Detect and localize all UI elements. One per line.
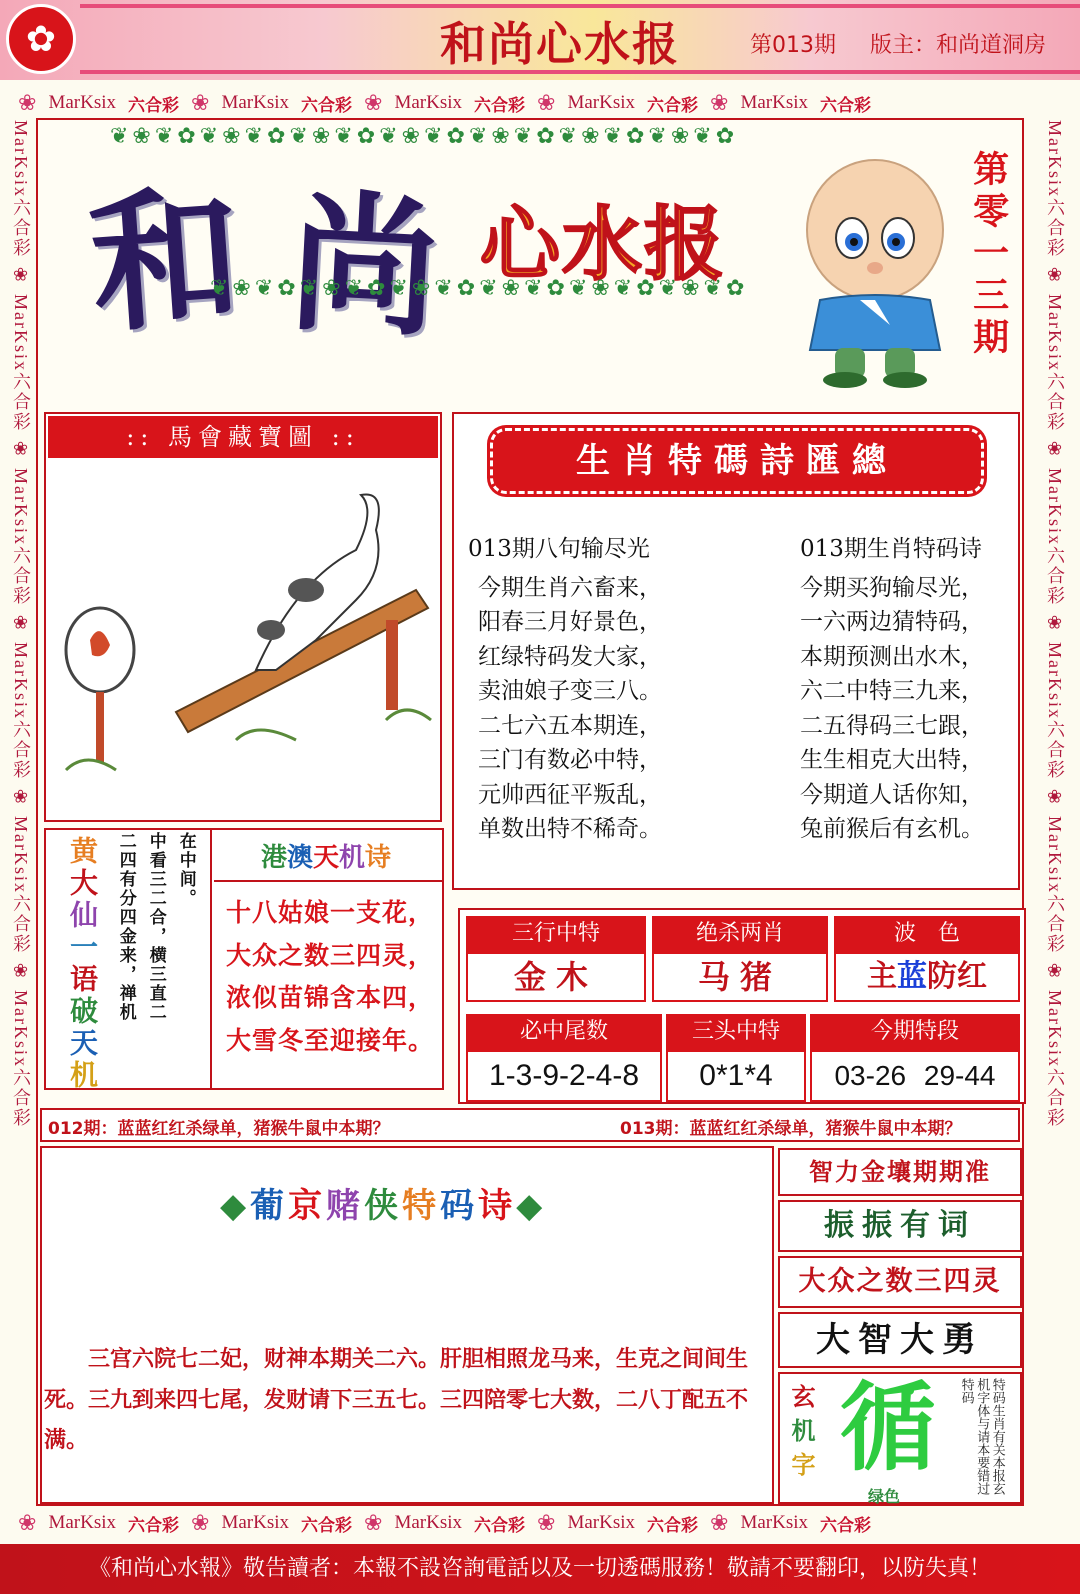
marksix-side-text: MarKsix六合彩 bbox=[1045, 468, 1065, 606]
right-box-dazhi: 大智大勇 bbox=[778, 1312, 1022, 1368]
marksix-text: MarKsix bbox=[394, 92, 462, 113]
grid-header-tail-numbers: 必中尾数 bbox=[466, 1014, 662, 1050]
marksix-text: MarKsix bbox=[221, 1512, 289, 1533]
flower-icon: ❀ bbox=[191, 90, 210, 115]
marksix-brand: 六合彩 bbox=[128, 95, 179, 116]
poem-line: 六二中特三九来， bbox=[800, 678, 984, 704]
marksix-text: MarKsix bbox=[48, 1512, 116, 1533]
hdx-char: 语 bbox=[66, 964, 99, 996]
poem-line: 生生相克大出特， bbox=[800, 747, 984, 773]
hdx-char: 机 bbox=[66, 1060, 99, 1092]
marksix-brand: 六合彩 bbox=[301, 1515, 352, 1536]
gaojian-title bbox=[216, 836, 436, 880]
gambler-title-char: 诗 bbox=[478, 1186, 517, 1226]
marksix-side-text: MarKsix六合彩 bbox=[11, 642, 31, 780]
marksix-text: MarKsix bbox=[394, 1512, 462, 1533]
flower-icon: ❀ bbox=[18, 1510, 37, 1535]
gaojian-line: 大众之数三四灵， bbox=[226, 940, 435, 970]
xuanji-character: 循 bbox=[840, 1372, 936, 1484]
poem-line: 阳春三月好景色， bbox=[478, 609, 662, 635]
issue-number: 第013期 bbox=[750, 33, 836, 58]
poem-line: 单数出特不稀奇。 bbox=[478, 816, 662, 842]
gaojian-title-char: 澳 bbox=[286, 843, 313, 873]
gaojian-line: 浓似苗锦含本四， bbox=[226, 983, 435, 1012]
flower-icon: ❀ bbox=[710, 1510, 729, 1535]
poem-line: 卖油娘子变三八。 bbox=[478, 678, 662, 704]
wave-red: 红 bbox=[957, 959, 987, 994]
xuanji-label-char: 机 bbox=[787, 1418, 815, 1452]
flower-icon: ❀ bbox=[537, 90, 556, 115]
marksix-right-column: MarKsix六合彩 ❀ MarKsix六合彩 ❀ MarKsix六合彩 ❀ MarKsix六合彩 ❀ MarKsix六合彩 ❀ MarKsix六合彩 bbox=[1045, 120, 1065, 1128]
gambler-title bbox=[220, 1178, 546, 1227]
flower-icon: ❀ bbox=[537, 1510, 556, 1535]
flower-icon: ❀ bbox=[191, 1510, 210, 1535]
divider bbox=[210, 830, 212, 1088]
gaojian-title-char: 诗 bbox=[365, 843, 392, 873]
xuanji-label-char: 字 bbox=[787, 1452, 815, 1486]
vine-decoration-bottom: ❦❀❦✿❦❀❦✿❦❀❦✿❦❀❦✿❦❀❦✿❦❀❦✿ bbox=[210, 276, 749, 301]
marksix-brand: 六合彩 bbox=[474, 95, 525, 116]
masthead-char-shang: 尚 bbox=[284, 174, 444, 358]
footer-notice: 《和尚心水報》敬告讀者：本報不設咨詢電話以及一切透碼服務！敬請不要翻印，以防失真！ bbox=[0, 1544, 1080, 1594]
marksix-text: MarKsix bbox=[740, 1512, 808, 1533]
right-box-zhenzhen: 振振有词 bbox=[778, 1200, 1022, 1252]
hdx-char: 一 bbox=[66, 932, 99, 964]
grid-header-three-elements: 三行中特 bbox=[466, 916, 646, 952]
marksix-brand: 六合彩 bbox=[820, 1515, 871, 1536]
gambler-title-char: 赌 bbox=[326, 1186, 365, 1226]
gaojian-poem bbox=[226, 892, 438, 1062]
riddle-previous: 012期：蓝蓝红红杀绿单，猪猴牛鼠中本期？ bbox=[48, 1119, 390, 1139]
poems-banner: 生肖特碼詩匯總 bbox=[490, 428, 984, 494]
marksix-side-text: MarKsix六合彩 bbox=[11, 294, 31, 432]
gaojian-title-char: 天 bbox=[312, 843, 339, 873]
flower-icon: ❀ bbox=[710, 90, 729, 115]
poem-line: 二七六五本期连， bbox=[478, 712, 662, 739]
grid-cell-wave-color bbox=[834, 952, 1020, 1002]
xuanji-label-char: 玄 bbox=[787, 1384, 815, 1418]
divider bbox=[214, 880, 442, 882]
marksix-side-text: MarKsix六合彩 bbox=[11, 120, 31, 258]
poem-line: 二五得码三七跟， bbox=[800, 712, 984, 739]
wave-blue: 蓝 bbox=[897, 959, 927, 994]
marksix-brand: 六合彩 bbox=[647, 1515, 698, 1536]
vine-decoration-top: ❦❀❦✿❦❀❦✿❦❀❦✿❦❀❦✿❦❀❦✿❦❀❦✿❦❀❦✿ bbox=[110, 124, 739, 149]
diamond-icon: ◆ bbox=[220, 1186, 251, 1226]
gaojian-line: 大雪冬至迎接年。 bbox=[226, 1025, 435, 1055]
grid-header-wave-color: 波 色 bbox=[834, 916, 1020, 952]
poem-right bbox=[800, 532, 1020, 847]
xuanji-color: 绿色 bbox=[868, 1487, 901, 1506]
poem-line: 本期预测出水木， bbox=[800, 643, 984, 670]
issue-vertical: 第零一三期 bbox=[967, 150, 1009, 360]
hdx-char: 仙 bbox=[66, 900, 99, 932]
poem-line: 一六两边猜特码， bbox=[800, 609, 984, 635]
huang-daxian-title bbox=[56, 836, 102, 1092]
gambler-title-char: 葡 bbox=[250, 1186, 289, 1226]
marksix-brand: 六合彩 bbox=[128, 1515, 179, 1536]
bauhinia-logo-icon: ✿ bbox=[6, 4, 76, 74]
poem-line: 红绿特码发大家， bbox=[478, 643, 662, 670]
marksix-side-text: MarKsix六合彩 bbox=[11, 816, 31, 954]
gambler-poem-text: 三宫六院七二妃，财神本期关二六。肝胆相照龙马来，生克之间间生死。三九到来四七尾，发财请下三五七。三四陪零七大数，二八丁配五不满。 bbox=[44, 1347, 749, 1454]
diamond-icon: ◆ bbox=[516, 1186, 547, 1226]
marksix-brand: 六合彩 bbox=[647, 95, 698, 116]
grid-cell-tail-numbers: 1-3-9-2-4-8 bbox=[466, 1050, 662, 1102]
grid-cell-three-heads: 0*1*4 bbox=[666, 1050, 806, 1102]
masthead-char-he: 和 bbox=[84, 167, 247, 354]
hdx-hint-2: 中看三二合，横三直二 bbox=[145, 832, 166, 1022]
poem-left-title: 013期八句输尽光 bbox=[468, 536, 650, 562]
gambler-title-char: 京 bbox=[288, 1186, 327, 1226]
masthead-subtitle: 心水报 bbox=[480, 198, 726, 291]
grid-cell-kill-two: 马猪 bbox=[652, 952, 828, 1002]
flower-icon: ❀ bbox=[364, 1510, 383, 1535]
marksix-side-text: MarKsix六合彩 bbox=[1045, 990, 1065, 1128]
cat-seesaw-illustration bbox=[56, 470, 436, 814]
gambler-title-char: 特 bbox=[402, 1186, 441, 1226]
marksix-side-text: MarKsix六合彩 bbox=[11, 468, 31, 606]
marksix-side-text: MarKsix六合彩 bbox=[11, 990, 31, 1128]
hdx-hint-3: 在中间。 bbox=[175, 832, 196, 908]
poem-line: 兔前猴后有玄机。 bbox=[800, 816, 984, 842]
marksix-side-text: MarKsix六合彩 bbox=[1045, 120, 1065, 258]
marksix-bottom-row bbox=[18, 1510, 1062, 1536]
paper-title: 和尚心水报 bbox=[440, 17, 680, 71]
gaojian-title-char: 机 bbox=[339, 843, 366, 873]
poem-line: 元帅西征平叛乱， bbox=[478, 781, 662, 808]
monk-mascot-icon bbox=[790, 150, 960, 390]
editor-label: 版主：和尚道洞房 bbox=[870, 33, 1047, 58]
grid-header-kill-two: 绝杀两肖 bbox=[652, 916, 828, 952]
wave-guard: 防 bbox=[927, 959, 957, 994]
hdx-char: 天 bbox=[66, 1028, 99, 1060]
marksix-brand: 六合彩 bbox=[301, 95, 352, 116]
gaojian-title-char: 港 bbox=[260, 843, 287, 873]
marksix-text: MarKsix bbox=[567, 1512, 635, 1533]
marksix-text: MarKsix bbox=[221, 92, 289, 113]
xuanji-label bbox=[784, 1384, 819, 1486]
marksix-text: MarKsix bbox=[48, 92, 116, 113]
grid-cell-special-range: 03-26 29-44 bbox=[810, 1050, 1020, 1102]
marksix-brand: 六合彩 bbox=[820, 95, 871, 116]
hdx-hint-1: 二四有分四金来，禅机 bbox=[115, 832, 136, 1022]
marksix-side-text: MarKsix六合彩 bbox=[1045, 294, 1065, 432]
poem-line: 今期生肖六畜来， bbox=[478, 574, 662, 601]
poem-left bbox=[468, 532, 768, 847]
grid-cell-three-elements: 金木 bbox=[466, 952, 646, 1002]
right-box-dazhong: 大众之数三四灵 bbox=[778, 1256, 1022, 1308]
hdx-char: 黄 bbox=[66, 836, 99, 868]
right-box-accuracy: 智力金壤期期准 bbox=[778, 1148, 1022, 1196]
gambler-title-char: 侠 bbox=[364, 1186, 403, 1226]
gaojian-line: 十八姑娘一支花， bbox=[226, 898, 435, 927]
wave-main: 主 bbox=[867, 959, 897, 994]
hdx-char: 破 bbox=[66, 996, 99, 1028]
flower-icon: ❀ bbox=[18, 90, 37, 115]
gambler-title-char: 码 bbox=[440, 1186, 479, 1226]
xuanji-note: 特码生肖有关本报玄机字体与请本要错过特码 bbox=[958, 1378, 1005, 1495]
poem-line: 今期买狗输尽光， bbox=[800, 574, 984, 601]
marksix-side-text: MarKsix六合彩 bbox=[1045, 816, 1065, 954]
grid-header-three-heads: 三头中特 bbox=[666, 1014, 806, 1050]
flower-icon: ❀ bbox=[364, 90, 383, 115]
riddle-current: 013期：蓝蓝红红杀绿单，猪猴牛鼠中本期？ bbox=[620, 1119, 962, 1139]
hdx-char: 大 bbox=[66, 868, 99, 900]
poem-line: 今期道人话你知， bbox=[800, 781, 984, 808]
marksix-side-text: MarKsix六合彩 bbox=[1045, 642, 1065, 780]
grid-header-special-range: 今期特段 bbox=[810, 1014, 1020, 1050]
marksix-brand: 六合彩 bbox=[474, 1515, 525, 1536]
marksix-top-row bbox=[18, 90, 1062, 116]
poem-right-title: 013期生肖特码诗 bbox=[800, 536, 982, 562]
marksix-left-column: MarKsix六合彩 ❀ MarKsix六合彩 ❀ MarKsix六合彩 ❀ MarKsix六合彩 ❀ MarKsix六合彩 ❀ MarKsix六合彩 bbox=[11, 120, 31, 1128]
marksix-text: MarKsix bbox=[567, 92, 635, 113]
poem-line: 三门有数必中特， bbox=[478, 747, 662, 773]
treasure-map-title: :: 馬會藏寶圖 :: bbox=[48, 416, 438, 458]
marksix-text: MarKsix bbox=[740, 92, 808, 113]
